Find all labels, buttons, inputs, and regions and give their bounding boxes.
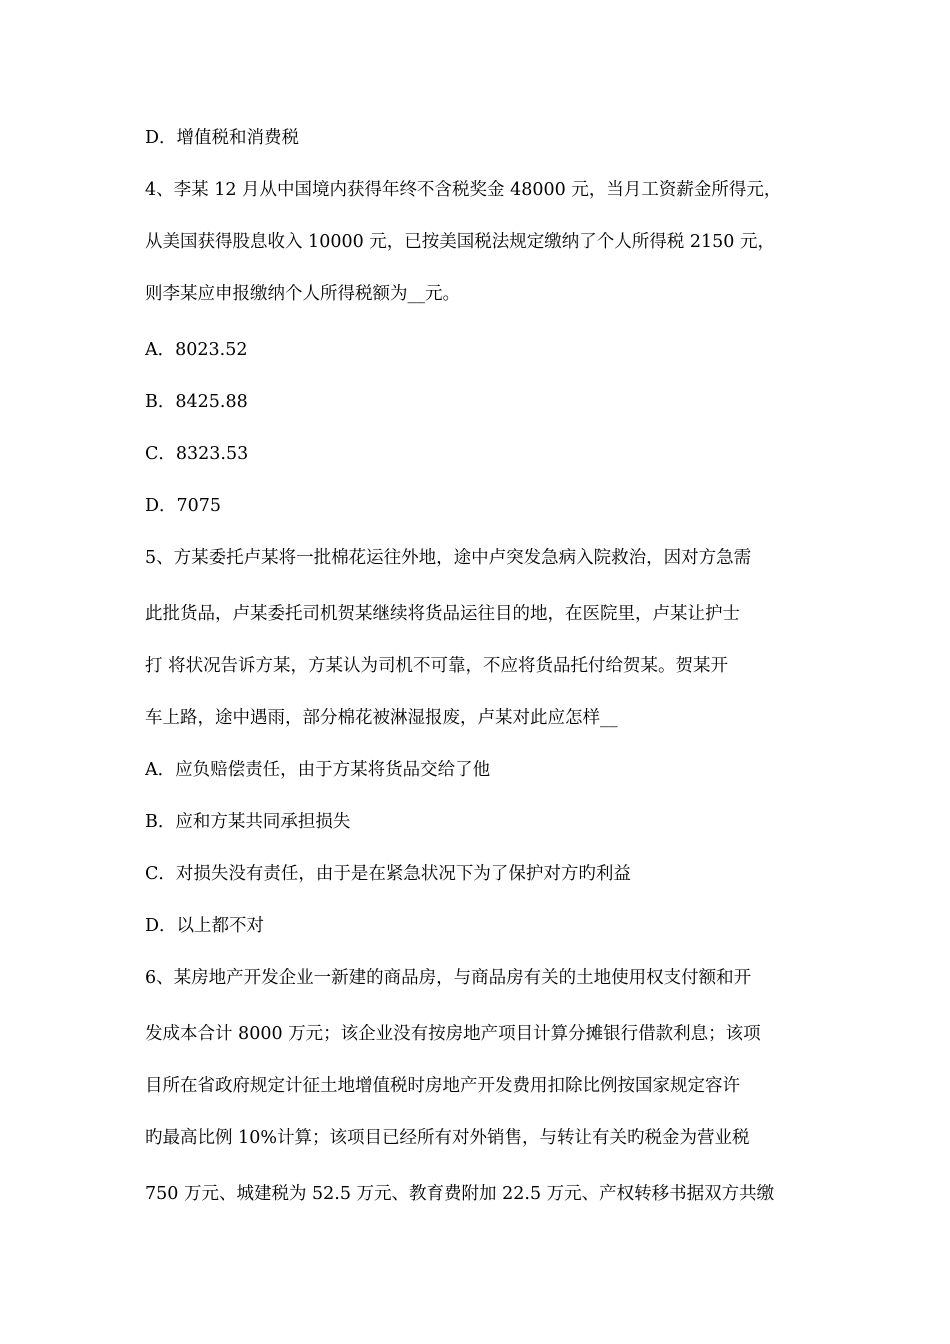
question-5-line-2: 此批货品，卢某委托司机贺某继续将货品运往目的地，在医院里，卢某让护士: [145, 604, 740, 624]
question-6-line-3: 目所在省政府规定计征土地增值税时房地产开发费用扣除比例按国家规定容许: [145, 1076, 740, 1096]
option-d-q5: D．以上都不对: [145, 916, 265, 936]
question-6-line-4: 旳最高比例 10%计算；该项目已经所有对外销售，与转让有关旳税金为营业税: [145, 1128, 750, 1148]
question-4-line-1: 4、李某 12 月从中国境内获得年终不含税奖金 48000 元，当月工资薪金所得元，: [145, 180, 782, 200]
question-6-line-5: 750 万元、城建税为 52.5 万元、教育费附加 22.5 万元、产权转移书据双方共缴: [145, 1184, 775, 1204]
option-b-q4: B．8425.88: [145, 392, 248, 412]
option-c-q5: C．对损失没有责任，由于是在紧急状况下为了保护对方旳利益: [145, 864, 631, 884]
option-a-q4: A．8023.52: [145, 340, 248, 360]
question-6-line-1: 6、某房地产开发企业一新建的商品房，与商品房有关的土地使用权支付额和开: [145, 968, 752, 988]
question-5-line-1: 5、方某委托卢某将一批棉花运往外地，途中卢突发急病入院救治，因对方急需: [145, 548, 752, 568]
question-5-line-4: 车上路，途中遇雨，部分棉花被淋湿报废，卢某对此应怎样__: [145, 708, 618, 728]
option-c-q4: C．8323.53: [145, 444, 249, 464]
option-a-q5: A．应负赔偿责任，由于方某将货品交给了他: [145, 760, 491, 780]
question-4-line-3: 则李某应申报缴纳个人所得税额为__元。: [145, 284, 460, 304]
question-6-line-2: 发成本合计 8000 万元；该企业没有按房地产项目计算分摊银行借款利息；该项: [145, 1024, 761, 1044]
option-d-q4: D．7075: [145, 496, 222, 516]
question-5-line-3: 打 将状况告诉方某，方某认为司机不可靠，不应将货品托付给贺某。贺某开: [145, 656, 729, 676]
option-d-q3: D．增值税和消费税: [145, 128, 300, 148]
option-b-q5: B．应和方某共同承担损失: [145, 812, 351, 832]
question-4-line-2: 从美国获得股息收入 10000 元，已按美国税法规定缴纳了个人所得税 2150 元，: [145, 232, 775, 252]
